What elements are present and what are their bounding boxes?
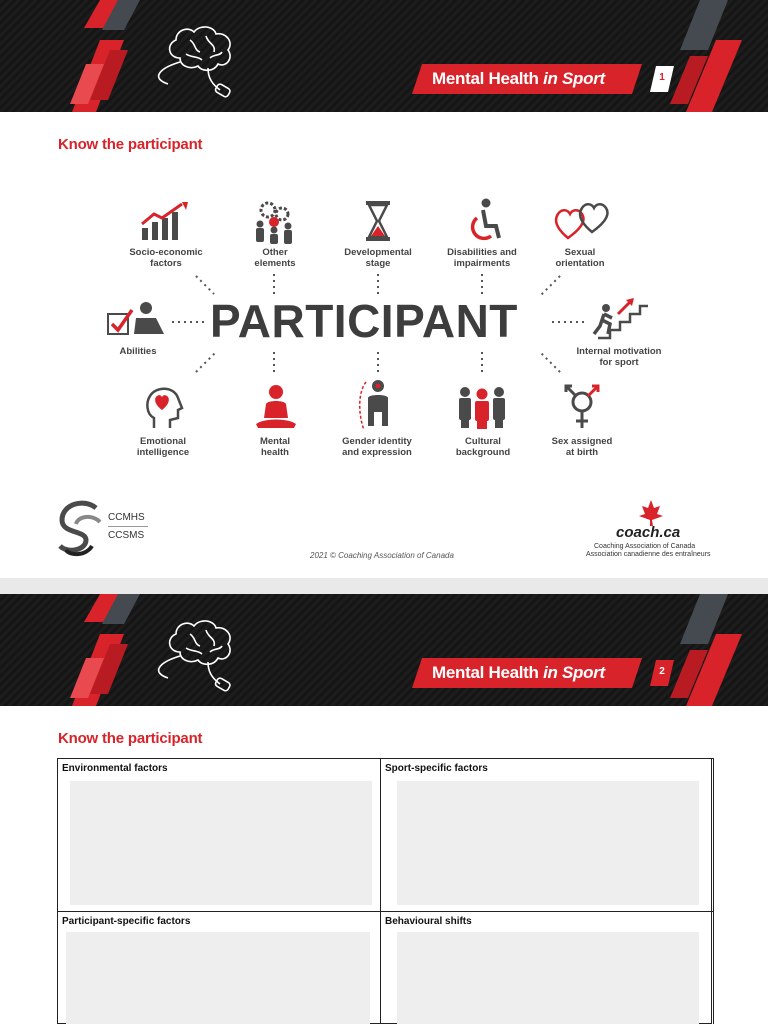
input-area-behavioural[interactable] (397, 932, 699, 1024)
sex-symbol-icon (562, 384, 602, 430)
hearts-icon (554, 202, 610, 242)
group-people-icon (456, 384, 508, 430)
coach-logo: coach.ca Coaching Association of Canada Association canadienne des entraîneurs (586, 498, 716, 562)
checkbox-person-icon (106, 300, 166, 340)
cell-title-environmental: Environmental factors (62, 763, 168, 774)
banner (0, 594, 768, 706)
label-developmental-stage: Developmental stage (344, 247, 412, 269)
meditating-person-icon (254, 384, 298, 430)
input-area-sport-specific[interactable] (397, 781, 699, 905)
ccmhs-logo-text: CCMHS CCSMS (108, 512, 148, 541)
cell-behavioural (380, 911, 714, 1024)
ccmhs-logo-icon (56, 500, 106, 558)
factors-grid (57, 758, 712, 1024)
label-mental-health: Mental health (259, 436, 291, 458)
label-emotional-intelligence: Emotional intelligence (136, 436, 190, 458)
label-gender-identity: Gender identity and expression (342, 436, 412, 458)
cell-sport-specific (380, 758, 714, 912)
section-title: Know the participant (58, 136, 203, 153)
cell-title-sport-specific: Sport-specific factors (385, 763, 488, 774)
input-area-environmental[interactable] (70, 781, 372, 905)
banner-title-main: Mental Health (432, 69, 539, 88)
banner-title-main: Mental Health (432, 663, 539, 682)
banner-title-italic: in Sport (543, 663, 605, 682)
cell-participant-specific (57, 911, 381, 1024)
cell-title-participant-specific: Participant-specific factors (62, 916, 191, 927)
label-internal-motivation: Internal motivation for sport (576, 346, 662, 368)
label-cultural-background: Cultural background (455, 436, 511, 458)
banner-title (412, 658, 642, 688)
banner-decoration (0, 594, 768, 706)
bar-chart-growth-icon (140, 202, 190, 242)
wheelchair-icon (466, 198, 502, 242)
stairs-runner-icon (590, 298, 650, 340)
copyright-text: 2021 © Coaching Association of Canada (310, 551, 454, 560)
gears-people-icon (252, 200, 298, 244)
brain-whistle-icon (150, 612, 250, 697)
page-number: 1 (650, 66, 674, 92)
label-disabilities: Disabilities and impairments (447, 247, 517, 269)
label-sex-assigned: Sex assigned at birth (551, 436, 613, 458)
page-gap (0, 578, 768, 594)
cell-title-behavioural: Behavioural shifts (385, 916, 472, 927)
label-abilities: Abilities (119, 346, 157, 357)
hourglass-icon (364, 200, 392, 242)
section-title: Know the participant (58, 730, 203, 747)
label-socio-economic: Socio-economic factors (129, 247, 203, 269)
label-other-elements: Other elements (254, 247, 296, 269)
banner-title-italic: in Sport (543, 69, 605, 88)
page-number: 2 (650, 660, 674, 686)
cell-environmental (57, 758, 381, 912)
participant-heading: PARTICIPANT (210, 295, 518, 347)
label-sexual-orientation: Sexual orientation (555, 247, 605, 269)
input-area-participant-specific[interactable] (66, 932, 370, 1024)
page-2 (0, 594, 768, 1024)
head-heart-icon (144, 384, 184, 430)
gender-identity-person-icon (358, 378, 398, 432)
